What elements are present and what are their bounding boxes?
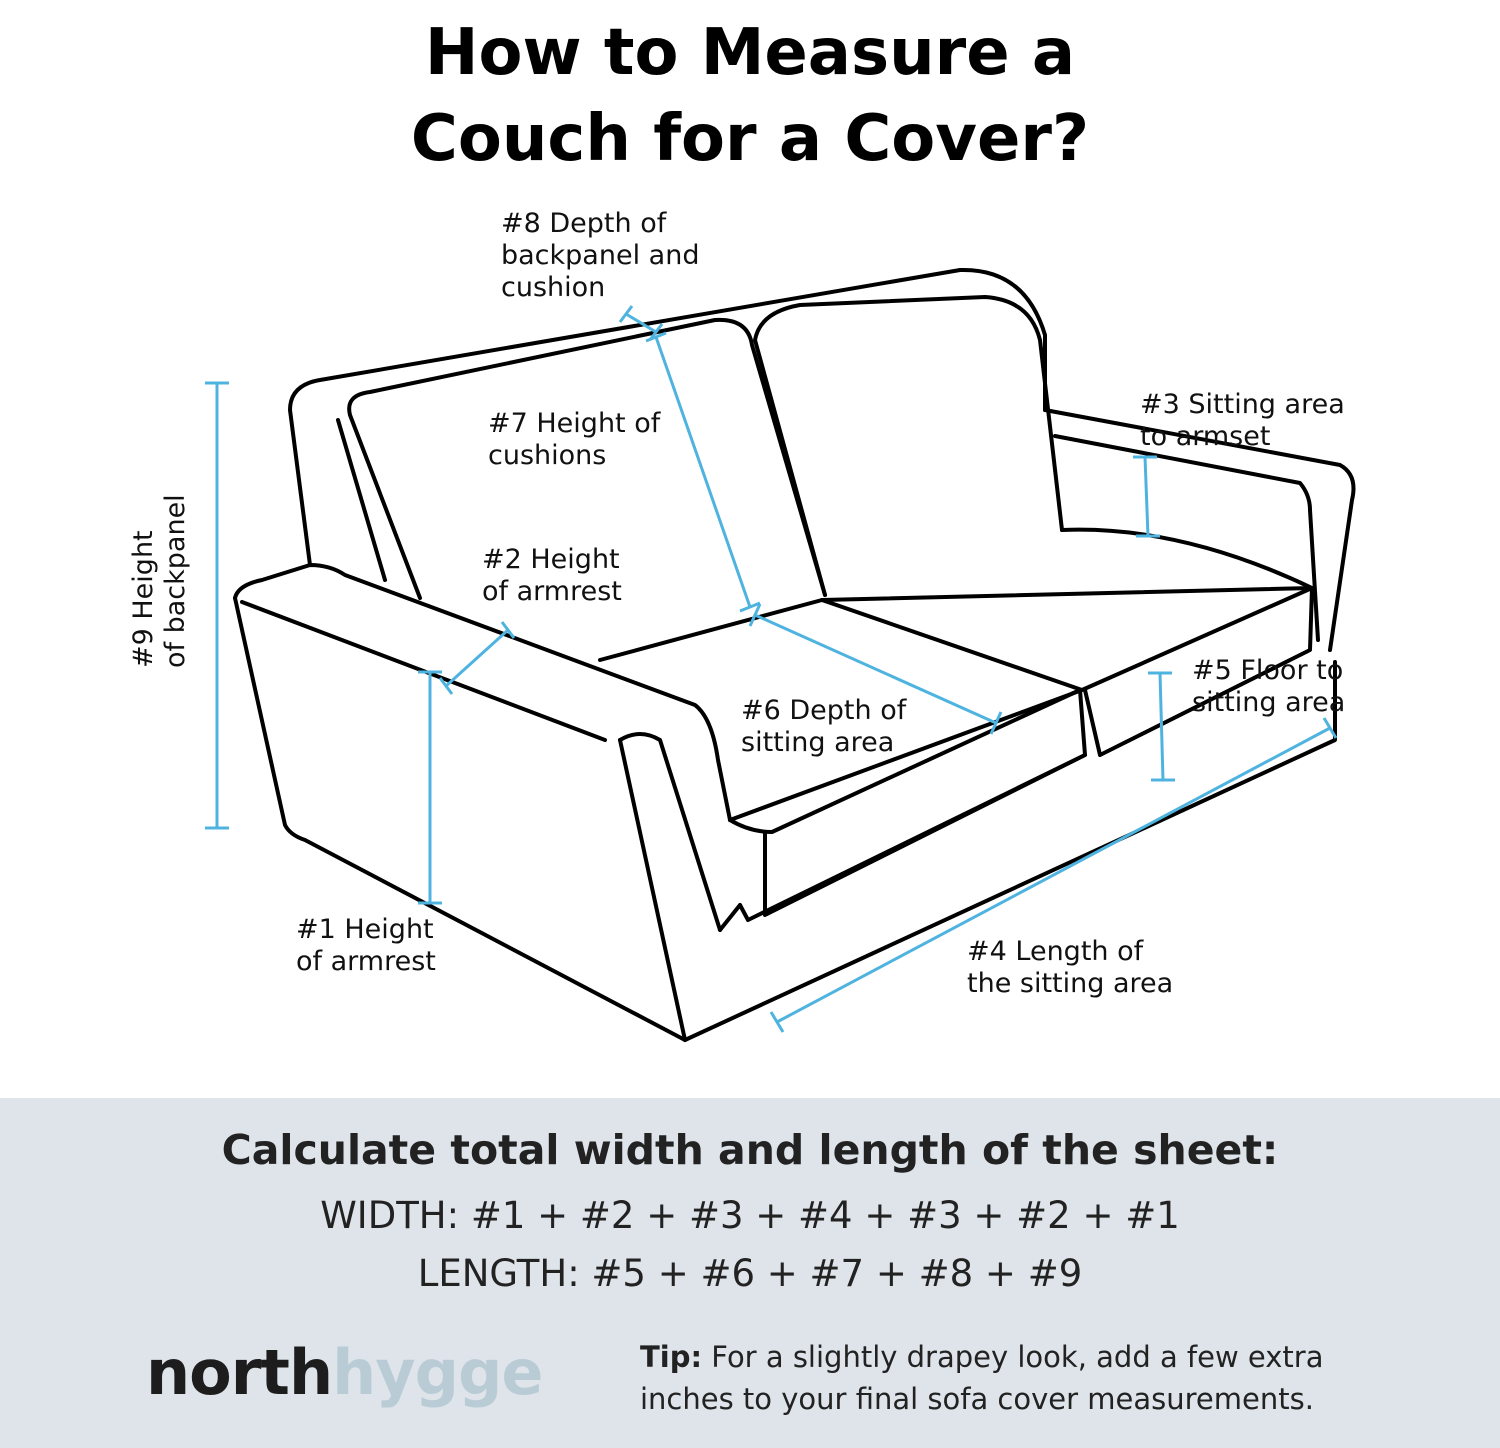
brand-logo [146, 1336, 542, 1409]
label-measure-5: #5 Floor to sitting area [1192, 655, 1346, 718]
measure-line-3 [1145, 457, 1148, 536]
title-line-2: Couch for a Cover? [410, 102, 1090, 176]
title-line-1: How to Measure a [424, 16, 1076, 90]
measure-line-2 [446, 630, 508, 686]
tip-label: Tip: [640, 1340, 703, 1374]
calc-title: Calculate total width and length of the sheet: [221, 1126, 1279, 1174]
label-measure-7: #7 Height of cushions [488, 408, 661, 471]
tip-body: For a slightly drapey look, add a few extra inches to your final sofa cover measurements. [640, 1340, 1324, 1416]
label-measure-4: #4 Length of the sitting area [967, 936, 1174, 999]
measure-line-7 [656, 337, 750, 607]
label-measure-8: #8 Depth of backpanel and cushion [501, 208, 700, 303]
length-formula: LENGTH: #5 + #6 + #7 + #8 + #9 [417, 1252, 1083, 1295]
measure-line-5 [1160, 673, 1163, 780]
label-measure-2: #2 Height of armrest [482, 544, 622, 607]
label-measure-1: #1 Height of armrest [296, 914, 436, 977]
logo-hygge: hygge [332, 1336, 543, 1409]
label-measure-9: #9 Height of backpanel [128, 494, 191, 668]
logo-north: north [146, 1336, 333, 1409]
width-formula: WIDTH: #1 + #2 + #3 + #4 + #3 + #2 + #1 [320, 1194, 1180, 1237]
calculation-panel [0, 1098, 1500, 1448]
tip-text [640, 1336, 1400, 1420]
label-measure-6: #6 Depth of sitting area [741, 695, 907, 758]
label-measure-3: #3 Sitting area to armset [1140, 389, 1345, 452]
